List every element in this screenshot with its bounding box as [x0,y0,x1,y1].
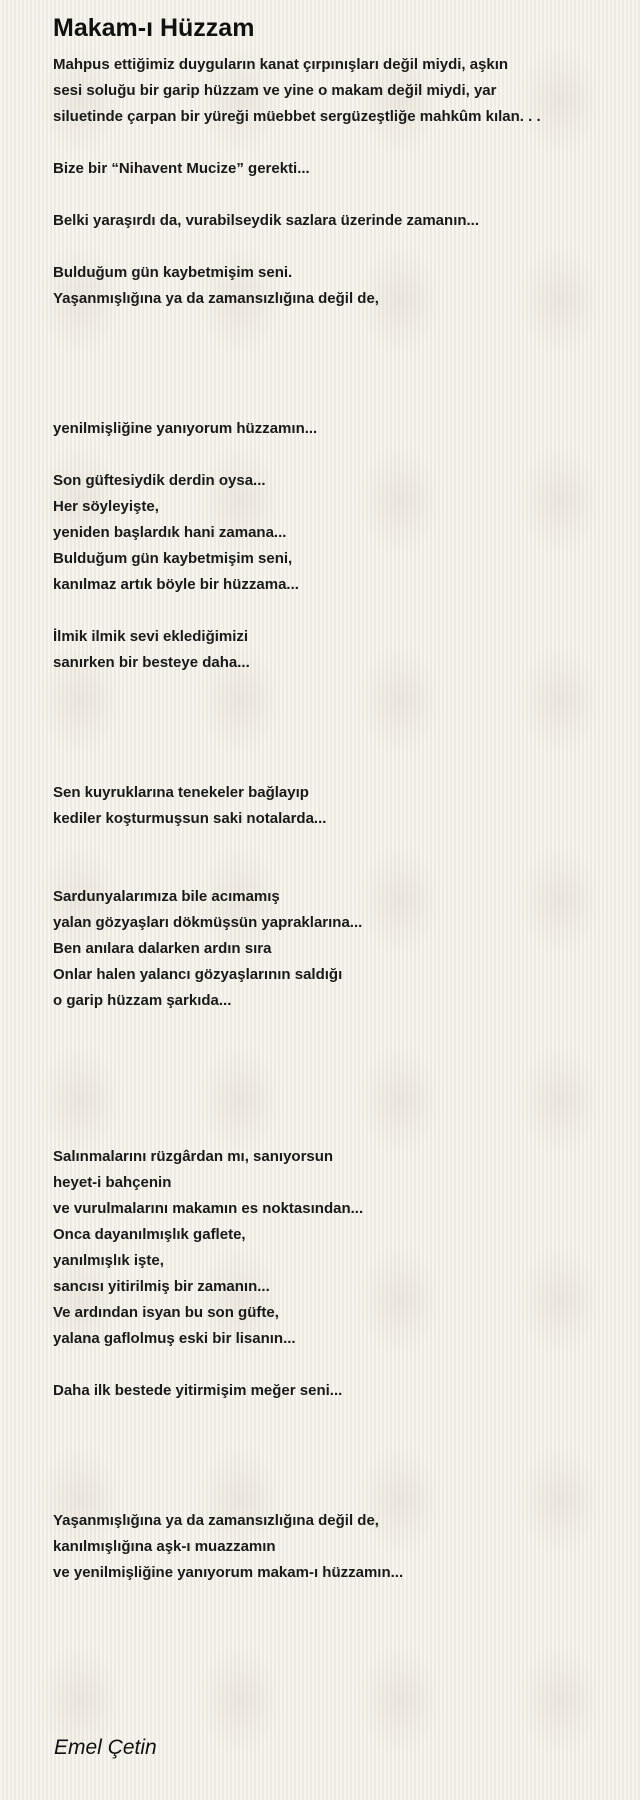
poem-line: Bulduğum gün kaybetmişim seni. [53,264,293,281]
poem-line: Onlar halen yalancı gözyaşlarının saldığı [53,966,343,983]
poem-line: sanırken bir besteye daha... [53,654,250,671]
stanza-gap [53,754,623,780]
stanza-gap [53,234,623,260]
poem-line: yalan gözyaşları dökmüşsün yapraklarına... [53,914,363,931]
poem-line: yanılmışlık işte, [53,1252,164,1269]
poem-title: Makam-ı Hüzzam [53,14,255,42]
poem-line: Her söyleyişte, [53,498,159,515]
poem-line: yeniden başlardık hani zamana... [53,524,287,541]
stanza-gap [53,728,623,754]
poem-line: yenilmişliğine yanıyorum hüzzamın... [53,420,318,437]
stanza-gap [53,832,623,858]
poem-line: Daha ilk bestede yitirmişim meğer seni... [53,1382,343,1399]
stanza-gap [53,1482,623,1508]
stanza-gap [53,182,623,208]
stanza-gap [53,338,623,364]
stanza-gap [53,1430,623,1456]
poem-line: Ben anılara dalarken ardın sıra [53,940,272,957]
stanza-gap [53,442,623,468]
poem-line: o garip hüzzam şarkıda... [53,992,232,1009]
poem-line: Mahpus ettiğimiz duyguların kanat çırpınışları değil miydi, aşkın [53,56,509,73]
stanza-gap [53,1040,623,1066]
poem-line: İlmik ilmik sevi eklediğimizi [53,628,249,645]
stanza-gap [53,1092,623,1118]
stanza-gap [53,676,623,702]
stanza-gap [53,130,623,156]
poem-line: ve vurulmalarını makamın es noktasından... [53,1200,364,1217]
poem-line: Bulduğum gün kaybetmişim seni, [53,550,293,567]
poem-line: Bize bir “Nihavent Mucize” gerekti... [53,160,310,177]
stanza-gap [53,1014,623,1040]
poem-page [53,10,623,1586]
poem-line: kanılmaz artık böyle bir hüzzama... [53,576,299,593]
stanza-gap [53,1404,623,1430]
poem-line: sancısı yitirilmiş bir zamanın... [53,1278,270,1295]
poem-line: kanılmışlığına aşk-ı muazzamın [53,1538,276,1555]
poem-line: Ve ardından isyan bu son güfte, [53,1304,279,1321]
stanza-gap [53,312,623,338]
poem-line: sesi soluğu bir garip hüzzam ve yine o makam değil miydi, yar [53,82,497,99]
poem-line: kediler koşturmuşsun saki notalarda... [53,810,327,827]
stanza-gap [53,364,623,390]
poem-line: siluetinde çarpan bir yüreği müebbet sergüzeştliğe mahkûm kılan. . . [53,108,541,125]
stanza-gap [53,1066,623,1092]
poem-line: Belki yaraşırdı da, vurabilseydik sazlara üzerinde zamanın... [53,212,480,229]
stanza-gap [53,858,623,884]
stanza-gap [53,702,623,728]
stanza-gap [53,1118,623,1144]
poem-line: yalana gaflolmuş eski bir lisanın... [53,1330,296,1347]
poem-line: ve yenilmişliğine yanıyorum makam-ı hüzzamın... [53,1564,404,1581]
poem-body [53,52,623,1586]
poem-line: Sen kuyruklarına tenekeler bağlayıp [53,784,309,801]
poem-line: Onca dayanılmışlık gaflete, [53,1226,246,1243]
poem-line: heyet-i bahçenin [53,1174,172,1191]
poem-line: Sardunyalarımıza bile acımamış [53,888,280,905]
poem-line: Son güftesiydik derdin oysa... [53,472,266,489]
stanza-gap [53,390,623,416]
poem-line: Yaşanmışlığına ya da zamansızlığına değil de, [53,1512,379,1529]
poem-line: Salınmalarını rüzgârdan mı, sanıyorsun [53,1148,334,1165]
author-name: Emel Çetin [54,1736,157,1759]
stanza-gap [53,1352,623,1378]
stanza-gap [53,1456,623,1482]
poem-line: Yaşanmışlığına ya da zamansızlığına değil de, [53,290,379,307]
stanza-gap [53,598,623,624]
